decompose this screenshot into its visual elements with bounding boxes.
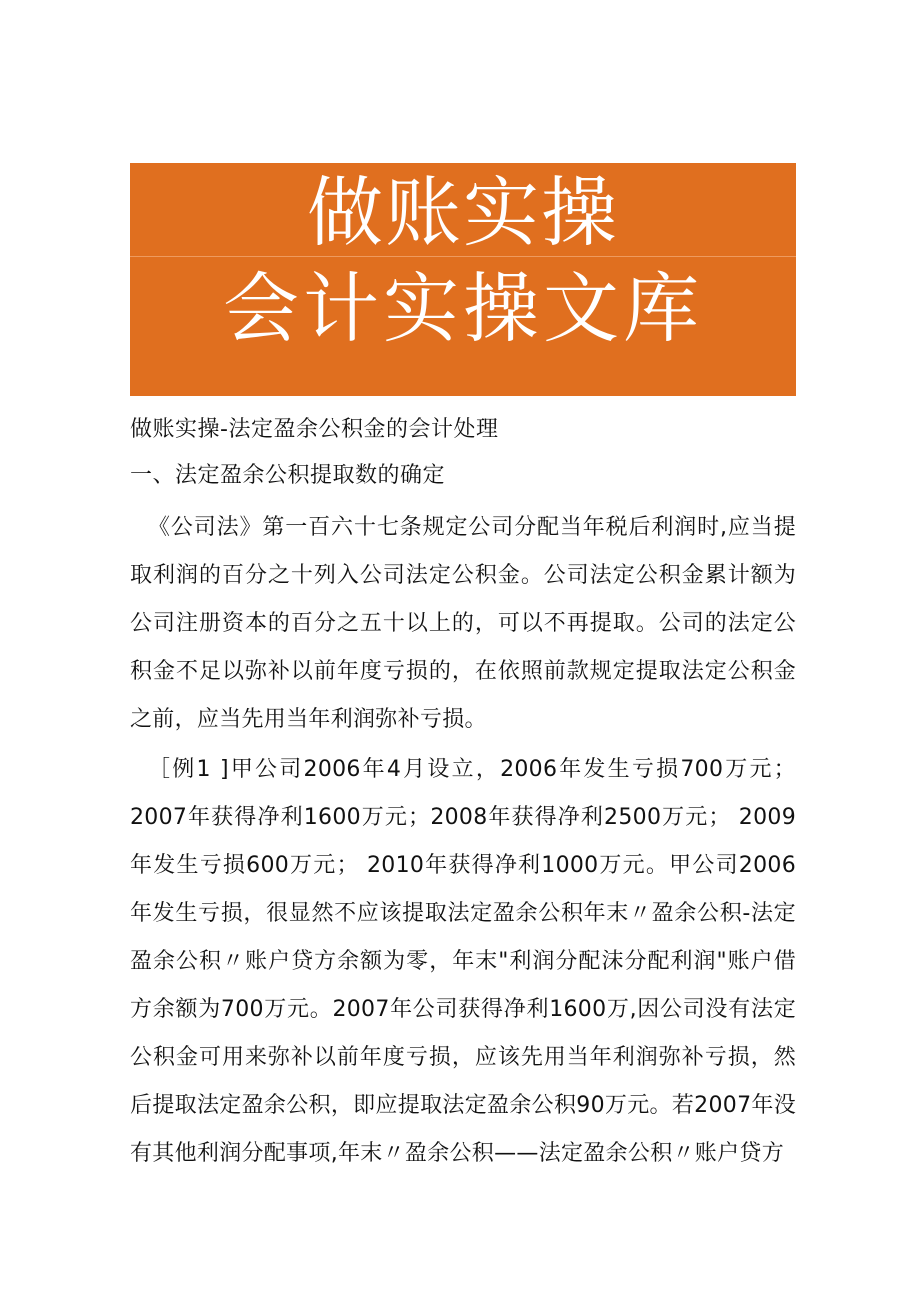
document-body: [130, 410, 796, 1178]
document-title: 做账实操-法定盈余公积金的会计处理: [130, 417, 499, 442]
banner-title-line2: 会计实操文库: [223, 264, 703, 353]
banner-title-line1: 做账实操: [307, 168, 619, 257]
title-banner: [130, 163, 796, 396]
section-heading: 一、法定盈余公积提取数的确定: [130, 463, 446, 488]
paragraph-example-1: ［例1 ]甲公司2006年4月设立，2006年发生亏损700万元；2007年获得净利1600万元；2008年获得净利2500万元； 2009年发生亏损600万元； 2010年获得净利1000万元。甲公司2006年发生亏损，很显然不应该提取法定盈余公积年末〃盈余公积-法定盈余公积〃账户贷方余额为零，年末"利润分配沫分配利润"账户借方余额为700万元。2007年公司获得净利1600万,因公司没有法定公积金可用来弥补以前年度亏损，应该先用当年利润弥补亏损，然后提取法定盈余公积，即应提取法定盈余公积90万元。若2007年没有其他利润分配事项,年末〃盈余公积——法定盈余公积〃账户贷方: [130, 757, 796, 1166]
banner-divider: [130, 256, 796, 257]
paragraph-company-law: 《公司法》第一百六十七条规定公司分配当年税后利润时,应当提取利润的百分之十列入公司法定公积金。公司法定公积金累计额为公司注册资本的百分之五十以上的，可以不再提取。公司的法定公积金不足以弥补以前年度亏损的，在依照前款规定提取法定公积金之前，应当先用当年利润弥补亏损。: [130, 515, 796, 732]
